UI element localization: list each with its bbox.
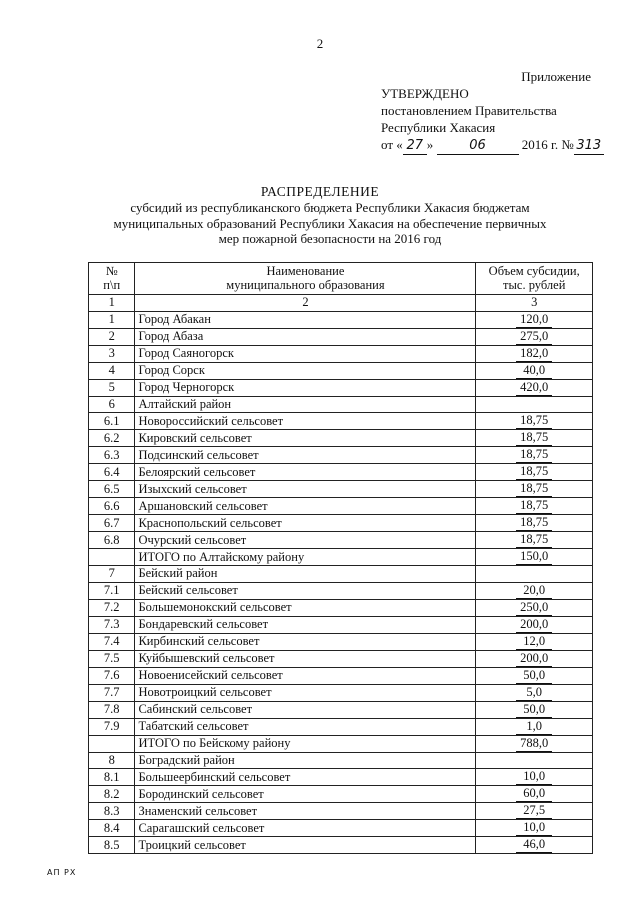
- row-name: Город Черногорск: [135, 379, 476, 396]
- row-number: 8.2: [89, 786, 135, 803]
- row-amount-cell: [476, 769, 593, 786]
- row-amount-cell: [476, 718, 593, 735]
- handwritten-month: 06: [469, 138, 486, 153]
- row-number: 8.4: [89, 820, 135, 837]
- row-amount-cell: [476, 701, 593, 718]
- row-amount: 60,0: [516, 786, 552, 802]
- row-amount: 18,75: [516, 464, 552, 480]
- row-amount-cell: [476, 582, 593, 599]
- table-row: [89, 837, 593, 854]
- table-row: [89, 786, 593, 803]
- table-row: [89, 396, 593, 413]
- row-number: 8.1: [89, 769, 135, 786]
- row-amount: 250,0: [516, 600, 552, 616]
- row-name: Город Саяногорск: [135, 345, 476, 362]
- row-amount: 18,75: [516, 532, 552, 548]
- row-number: 3: [89, 345, 135, 362]
- row-amount: 5,0: [516, 685, 552, 701]
- row-amount-cell: [476, 752, 593, 769]
- row-name: Знаменский сельсовет: [135, 803, 476, 820]
- row-amount-cell: [476, 532, 593, 549]
- row-amount-cell: [476, 616, 593, 633]
- appendix-label: Приложение: [521, 69, 591, 84]
- handwritten-number: 313: [576, 138, 602, 153]
- row-amount-cell: [476, 464, 593, 481]
- row-amount: 1,0: [516, 719, 552, 735]
- row-amount-cell: [476, 447, 593, 464]
- date-separator: »: [426, 137, 434, 152]
- row-amount-cell: [476, 633, 593, 650]
- row-name: Большеербинский сельсовет: [135, 769, 476, 786]
- row-name: Бондаревский сельсовет: [135, 616, 476, 633]
- row-amount: 18,75: [516, 430, 552, 446]
- column-index: 1: [89, 295, 135, 312]
- header-number: № п\п: [89, 263, 135, 295]
- row-amount: 18,75: [516, 481, 552, 497]
- table-row: [89, 532, 593, 549]
- row-amount-cell: [476, 345, 593, 362]
- row-number: 7.2: [89, 599, 135, 616]
- row-number: 5: [89, 379, 135, 396]
- row-name: Город Сорск: [135, 362, 476, 379]
- row-name: Город Абакан: [135, 311, 476, 328]
- row-name: Кирбинский сельсовет: [135, 633, 476, 650]
- row-amount-cell: [476, 803, 593, 820]
- row-name: ИТОГО по Бейскому району: [135, 735, 476, 752]
- row-amount: 27,5: [516, 803, 552, 819]
- row-amount-cell: [476, 820, 593, 837]
- table-row: [89, 362, 593, 379]
- approval-date-line: [381, 136, 604, 155]
- approval-line-1: постановлением Правительства: [381, 103, 557, 118]
- row-name: Новороссийский сельсовет: [135, 413, 476, 430]
- row-name: ИТОГО по Алтайскому району: [135, 549, 476, 566]
- row-number: 2: [89, 328, 135, 345]
- row-amount: 18,75: [516, 515, 552, 531]
- header-amount: Объем субсидии, тыс. рублей: [476, 263, 593, 295]
- row-amount-cell: [476, 549, 593, 566]
- table-row: [89, 481, 593, 498]
- row-amount-cell: [476, 515, 593, 532]
- row-number: 6.5: [89, 481, 135, 498]
- row-amount-cell: [476, 786, 593, 803]
- row-name: Куйбышевский сельсовет: [135, 650, 476, 667]
- row-name: Белоярский сельсовет: [135, 464, 476, 481]
- row-amount-cell: [476, 311, 593, 328]
- row-number: 7.3: [89, 616, 135, 633]
- row-amount-cell: [476, 599, 593, 616]
- row-number: 4: [89, 362, 135, 379]
- row-name: Краснопольский сельсовет: [135, 515, 476, 532]
- table-row: [89, 447, 593, 464]
- row-number: 6.4: [89, 464, 135, 481]
- row-amount-cell: [476, 650, 593, 667]
- row-amount: 788,0: [516, 736, 552, 752]
- table-row: [89, 515, 593, 532]
- table-row: [89, 718, 593, 735]
- row-number: 8: [89, 752, 135, 769]
- row-name: Боградский район: [135, 752, 476, 769]
- row-amount: 120,0: [516, 312, 552, 328]
- row-amount-cell: [476, 362, 593, 379]
- row-amount: 150,0: [516, 549, 552, 565]
- row-amount-cell: [476, 413, 593, 430]
- row-name: Сарагашский сельсовет: [135, 820, 476, 837]
- approval-line-2: Республики Хакасия: [381, 120, 496, 135]
- row-number: 6.1: [89, 413, 135, 430]
- row-number: 7.4: [89, 633, 135, 650]
- table-row: [89, 464, 593, 481]
- row-amount: 182,0: [516, 346, 552, 362]
- table-row: [89, 616, 593, 633]
- row-amount: 40,0: [516, 363, 552, 379]
- row-name: Большемонокский сельсовет: [135, 599, 476, 616]
- row-number: 6.2: [89, 430, 135, 447]
- row-number: 7.7: [89, 684, 135, 701]
- table-row: [89, 582, 593, 599]
- document-title: РАСПРЕДЕЛЕНИЕ: [260, 184, 380, 199]
- row-amount: 50,0: [516, 702, 552, 718]
- table-row: [89, 345, 593, 362]
- row-number: 6: [89, 396, 135, 413]
- row-number: 6.6: [89, 498, 135, 515]
- subsidy-table: [88, 262, 593, 854]
- row-amount: 18,75: [516, 413, 552, 429]
- row-name: Город Абаза: [135, 328, 476, 345]
- table-row: [89, 549, 593, 566]
- row-amount-cell: [476, 396, 593, 413]
- row-name: Новотроицкий сельсовет: [135, 684, 476, 701]
- row-name: Бородинский сельсовет: [135, 786, 476, 803]
- column-index: 2: [135, 295, 476, 312]
- row-name: Табатский сельсовет: [135, 718, 476, 735]
- row-name: Бейский сельсовет: [135, 582, 476, 599]
- column-index: 3: [476, 295, 593, 312]
- row-amount-cell: [476, 566, 593, 583]
- approval-block: [381, 68, 604, 155]
- row-number: 7.9: [89, 718, 135, 735]
- row-name: Изыхский сельсовет: [135, 481, 476, 498]
- row-amount: 20,0: [516, 583, 552, 599]
- row-amount-cell: [476, 379, 593, 396]
- table-row: [89, 430, 593, 447]
- row-amount-cell: [476, 328, 593, 345]
- table-row: [89, 599, 593, 616]
- row-amount-cell: [476, 667, 593, 684]
- row-name: Аршановский сельсовет: [135, 498, 476, 515]
- table-row: [89, 633, 593, 650]
- row-number: 8.5: [89, 837, 135, 854]
- table-row: [89, 820, 593, 837]
- table-row: [89, 566, 593, 583]
- row-amount: 420,0: [516, 380, 552, 396]
- row-number: 7.6: [89, 667, 135, 684]
- row-amount-cell: [476, 430, 593, 447]
- table-row: [89, 769, 593, 786]
- row-amount: 10,0: [516, 769, 552, 785]
- table-row: [89, 311, 593, 328]
- row-amount-cell: [476, 735, 593, 752]
- date-prefix: от «: [381, 137, 403, 152]
- archive-stamp: АП РХ: [47, 868, 77, 877]
- row-amount: 275,0: [516, 329, 552, 345]
- table-row: [89, 667, 593, 684]
- header-name: Наименование муниципального образования: [135, 263, 476, 295]
- table-row: [89, 752, 593, 769]
- page-number: 2: [316, 36, 324, 51]
- row-number: 7: [89, 566, 135, 583]
- column-index-row: [89, 295, 593, 312]
- row-number: [89, 735, 135, 752]
- table-header-row: [89, 263, 593, 295]
- document-subtitle: субсидий из республиканского бюджета Республики Хакасия бюджетам муниципальных образований Республики Хакасия на обеспечение первичных мер пожарной безопасности на 2016 год: [113, 200, 547, 246]
- row-number: 6.3: [89, 447, 135, 464]
- row-amount: 200,0: [516, 651, 552, 667]
- row-number: 7.5: [89, 650, 135, 667]
- row-amount: 12,0: [516, 634, 552, 650]
- row-number: 6.7: [89, 515, 135, 532]
- table-row: [89, 413, 593, 430]
- approved-label: УТВЕРЖДЕНО: [381, 86, 469, 101]
- handwritten-day: 27: [406, 138, 424, 153]
- row-number: 6.8: [89, 532, 135, 549]
- row-amount-cell: [476, 481, 593, 498]
- row-amount-cell: [476, 684, 593, 701]
- row-amount: 18,75: [516, 498, 552, 514]
- row-name: Новоенисейский сельсовет: [135, 667, 476, 684]
- row-number: 7.8: [89, 701, 135, 718]
- row-name: Сабинский сельсовет: [135, 701, 476, 718]
- row-amount: 46,0: [516, 837, 552, 853]
- table-row: [89, 735, 593, 752]
- table-row: [89, 498, 593, 515]
- table-row: [89, 328, 593, 345]
- row-amount-cell: [476, 498, 593, 515]
- row-number: 1: [89, 311, 135, 328]
- row-name: Троицкий сельсовет: [135, 837, 476, 854]
- row-amount: 10,0: [516, 820, 552, 836]
- row-amount-cell: [476, 837, 593, 854]
- row-amount: 18,75: [516, 447, 552, 463]
- table-row: [89, 379, 593, 396]
- table-row: [89, 684, 593, 701]
- row-name: Очурский сельсовет: [135, 532, 476, 549]
- row-number: [89, 549, 135, 566]
- row-number: 8.3: [89, 803, 135, 820]
- row-name: Алтайский район: [135, 396, 476, 413]
- row-number: 7.1: [89, 582, 135, 599]
- row-name: Бейский район: [135, 566, 476, 583]
- row-name: Подсинский сельсовет: [135, 447, 476, 464]
- row-name: Кировский сельсовет: [135, 430, 476, 447]
- table-row: [89, 650, 593, 667]
- year-text: 2016 г. №: [521, 137, 574, 152]
- table-row: [89, 701, 593, 718]
- table-row: [89, 803, 593, 820]
- row-amount: 50,0: [516, 668, 552, 684]
- row-amount: 200,0: [516, 617, 552, 633]
